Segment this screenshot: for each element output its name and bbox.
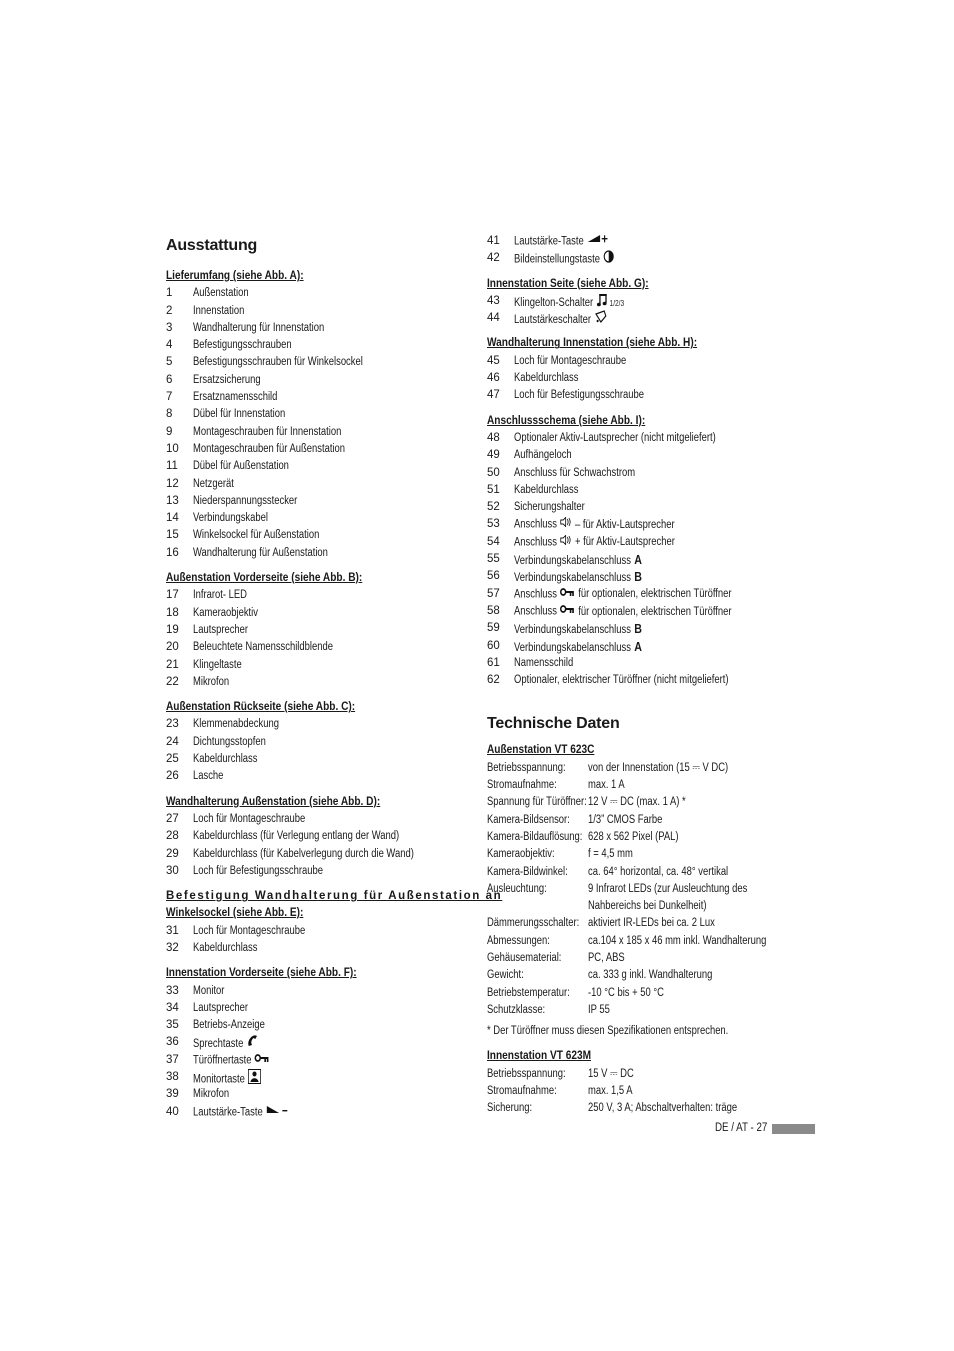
section-title-ausstattung: Ausstattung	[166, 237, 258, 254]
list-item	[487, 387, 822, 404]
heading-lieferumfang: Lieferumfang (siehe Abb. A):	[166, 270, 304, 282]
item-text: Monitor	[193, 984, 225, 997]
list-item	[166, 493, 468, 510]
item-text: Klemmenabdeckung	[193, 718, 279, 731]
item-number: 22	[166, 675, 179, 688]
item-text: Loch für Befestigungsschraube	[193, 864, 324, 877]
item-number: 49	[487, 449, 500, 462]
page-marker-bar	[772, 1124, 815, 1134]
item-text: Sprechtaste	[193, 1034, 260, 1054]
list-item	[166, 320, 468, 337]
list-aussen-vorderseite	[166, 587, 468, 691]
spec-value: 1/3” CMOS Farbe	[588, 813, 663, 826]
item-text: Kabeldurchlass	[514, 372, 579, 385]
item-text: Lautstärke-Taste	[193, 1104, 289, 1122]
list-item	[166, 510, 468, 527]
item-suffix: B	[634, 621, 642, 637]
list-item	[487, 465, 822, 482]
list-wandhalterung-aussen	[166, 811, 468, 880]
item-number: 62	[487, 674, 500, 687]
item-text: Infrarot- LED	[193, 589, 247, 602]
item-number: 46	[487, 372, 500, 385]
spec-value: 9 Infrarot LEDs (zur Ausleuchtung des Nahbereichs bei Dunkelheit)	[588, 882, 748, 913]
item-text: Namensschild	[514, 656, 574, 669]
spec-value: f = 4,5 mm	[588, 848, 633, 861]
list-item	[487, 353, 822, 370]
spec-value: PC, ABS	[588, 951, 625, 964]
list-item	[487, 551, 822, 568]
list-item	[487, 516, 822, 533]
spec-label: Dämmerungsschalter:	[487, 917, 580, 930]
item-number: 51	[487, 483, 500, 496]
list-anschlussschema	[487, 430, 822, 689]
item-text: Lautsprecher	[193, 623, 249, 636]
spec-row	[487, 1066, 822, 1083]
item-text: Montageschrauben für Außenstation	[193, 442, 346, 455]
list-item	[487, 620, 822, 637]
section-title-technische-daten: Technische Daten	[487, 715, 620, 733]
item-number: 3	[166, 321, 173, 334]
heading-anschlussschema: Anschlussschema (siehe Abb. I):	[487, 414, 646, 427]
item-number: 21	[166, 658, 179, 671]
list-innen-vorderseite	[166, 983, 468, 1121]
item-number: 43	[487, 294, 500, 307]
list-item	[166, 406, 468, 423]
item-number: 35	[166, 1019, 179, 1032]
symbol-icon	[255, 1052, 270, 1069]
item-number: 45	[487, 354, 500, 367]
spec-row	[487, 794, 822, 811]
symbol-icon	[603, 250, 614, 269]
list-item	[487, 370, 822, 387]
list-item	[166, 923, 468, 940]
item-number: 9	[166, 425, 173, 438]
spec-row	[487, 760, 822, 777]
item-text: Kabeldurchlass (für Verlegung entlang der Wand)	[193, 830, 400, 843]
item-text: Klingeltaste	[193, 658, 242, 671]
item-number: 20	[166, 641, 179, 654]
item-number: 54	[487, 535, 500, 548]
item-number: 27	[166, 812, 179, 825]
list-item	[166, 545, 468, 562]
heading-wandhalterung-aussen: Wandhalterung Außenstation (siehe Abb. D):	[166, 795, 381, 808]
item-number: 33	[166, 984, 179, 997]
spec-value: 250 V, 3 A; Abschaltverhalten: träge	[588, 1102, 738, 1115]
item-number: 8	[166, 408, 173, 421]
spec-label: Sicherung:	[487, 1102, 533, 1115]
list-item	[166, 674, 468, 691]
item-text: Verbindungskabelanschluss B	[514, 569, 642, 585]
spec-value: 628 x 562 Pixel (PAL)	[588, 830, 679, 843]
list-item	[166, 734, 468, 751]
item-suffix: – für Aktiv-Lautsprecher	[575, 519, 675, 532]
spec-row	[487, 933, 822, 950]
item-number: 15	[166, 529, 179, 542]
spec-value: 12 V ⎓ DC (max. 1 A) *	[588, 796, 686, 809]
item-text: Kabeldurchlass (für Kabelverlegung durch die Wand)	[193, 847, 414, 860]
item-number: 41	[487, 235, 500, 247]
list-item	[166, 424, 468, 441]
list-item	[487, 233, 822, 250]
item-text: Ersatznamensschild	[193, 391, 278, 404]
item-suffix: A	[634, 552, 642, 568]
item-number: 14	[166, 512, 179, 525]
item-text: Anschluss + für Aktiv-Lautsprecher	[514, 534, 675, 552]
spec-row	[487, 812, 822, 829]
list-item	[166, 811, 468, 828]
list-winkelsockel	[166, 923, 468, 958]
item-text: Beleuchtete Namensschildblende	[193, 641, 333, 654]
item-text: Befestigungsschrauben	[193, 339, 292, 352]
list-item	[166, 587, 468, 604]
spec-label: Kameraobjektiv:	[487, 848, 555, 861]
list-item	[166, 1017, 468, 1034]
specs-aussenstation	[487, 760, 822, 1019]
heading-aussen-rueckseite: Außenstation Rückseite (siehe Abb. C):	[166, 701, 356, 714]
list-item	[487, 603, 822, 620]
list-wandhalterung-innen	[487, 353, 822, 405]
spec-label: Kamera-Bildsensor:	[487, 813, 570, 826]
item-text: Bildeinstellungstaste	[514, 250, 614, 269]
item-number: 28	[166, 830, 179, 843]
list-item	[166, 605, 468, 622]
item-number: 42	[487, 252, 500, 265]
spec-value: max. 1,5 A	[588, 1085, 633, 1098]
list-item	[166, 1034, 468, 1051]
spec-row	[487, 846, 822, 863]
spec-row	[487, 881, 822, 916]
spec-value: von der Innenstation (15 ⎓ V DC)	[588, 761, 729, 774]
item-text: Türöffnertaste	[193, 1052, 270, 1070]
item-number: 23	[166, 718, 179, 731]
list-item	[166, 1069, 468, 1086]
list-item	[166, 303, 468, 320]
heading-winkelsockel-line1: Befestigung Wandhalterung für Außenstation an	[166, 890, 503, 903]
item-text: Mikrofon	[193, 675, 230, 688]
spec-label: Gehäusematerial:	[487, 951, 562, 964]
list-item	[487, 293, 822, 310]
specs-innenstation	[487, 1066, 822, 1118]
list-item	[487, 568, 822, 585]
heading-winkelsockel-line2: Winkelsockel (siehe Abb. E):	[166, 907, 304, 920]
item-text: Loch für Montageschraube	[514, 354, 627, 367]
item-text: Innenstation	[193, 304, 245, 317]
heading-innenstation-specs: Innenstation VT 623M	[487, 1050, 592, 1063]
item-text: Kabeldurchlass	[193, 753, 258, 766]
item-number: 30	[166, 864, 179, 877]
item-number: 12	[166, 477, 179, 490]
spec-value: ca. 333 g inkl. Wandhalterung	[588, 969, 713, 982]
item-number: 60	[487, 639, 500, 652]
item-text: Außenstation	[193, 287, 249, 300]
list-item	[166, 372, 468, 389]
spec-label: Kamera-Bildauflösung:	[487, 830, 583, 843]
item-suffix: für optionalen, elektrischen Türöffner	[578, 588, 732, 601]
item-number: 61	[487, 656, 500, 669]
spec-row	[487, 1002, 822, 1019]
list-item	[166, 639, 468, 656]
item-number: 52	[487, 501, 500, 514]
item-number: 6	[166, 373, 173, 386]
list-item	[166, 458, 468, 475]
spec-label: Schutzklasse:	[487, 1003, 546, 1016]
list-item	[166, 768, 468, 785]
spec-value: IP 55	[588, 1003, 610, 1016]
list-item	[166, 285, 468, 302]
list-item	[487, 430, 822, 447]
item-text: Niederspannungsstecker	[193, 494, 298, 507]
item-text: Verbindungskabelanschluss A	[514, 638, 642, 654]
item-number: 55	[487, 553, 500, 566]
item-suffix: B	[634, 569, 642, 585]
item-text: Lautsprecher	[193, 1001, 249, 1014]
item-text: Winkelsockel für Außenstation	[193, 529, 320, 542]
item-number: 18	[166, 606, 179, 619]
list-lieferumfang	[166, 285, 468, 562]
item-number: 53	[487, 518, 500, 531]
list-item	[166, 751, 468, 768]
item-text: Sicherungshalter	[514, 501, 585, 514]
spec-label: Kamera-Bildwinkel:	[487, 865, 568, 878]
symbol-icon	[266, 1104, 289, 1121]
item-text: Wandhalterung für Außenstation	[193, 546, 328, 559]
item-text: Monitortaste	[193, 1069, 261, 1090]
list-item	[166, 657, 468, 674]
list-innen-vorderseite-cont	[487, 233, 822, 268]
item-text: Anschluss für Schwachstrom	[514, 466, 636, 479]
spec-value: aktiviert IR-LEDs bei ca. 2 Lux	[588, 917, 715, 930]
item-text: Kameraobjektiv	[193, 606, 258, 619]
spec-row	[487, 1083, 822, 1100]
spec-label: Betriebsspannung:	[487, 1067, 566, 1080]
spec-label: Stromaufnahme:	[487, 1085, 557, 1098]
spec-value: 15 V ⎓ DC	[588, 1067, 634, 1080]
list-item	[166, 389, 468, 406]
item-number: 38	[166, 1071, 179, 1084]
spec-label: Spannung für Türöffner:	[487, 796, 587, 809]
item-text: Dübel für Innenstation	[193, 408, 286, 421]
item-number: 56	[487, 570, 500, 583]
item-number: 24	[166, 735, 179, 748]
item-text: Loch für Montageschraube	[193, 812, 306, 825]
list-item	[487, 534, 822, 551]
item-text: Dübel für Außenstation	[193, 460, 289, 473]
item-number: 59	[487, 622, 500, 635]
item-text: Verbindungskabelanschluss B	[514, 621, 642, 637]
item-text: Dichtungsstopfen	[193, 735, 266, 748]
item-number: 57	[487, 587, 500, 600]
item-text: Ersatzsicherung	[193, 373, 261, 386]
list-item	[487, 447, 822, 464]
list-item	[166, 1086, 468, 1103]
item-number: 2	[166, 304, 173, 317]
item-text: Optionaler, elektrischer Türöffner (nicht mitgeliefert)	[514, 674, 729, 687]
item-number: 47	[487, 389, 500, 402]
item-text: Befestigungsschrauben für Winkelsockel	[193, 356, 363, 369]
speaker-icon	[560, 534, 571, 551]
list-item	[166, 337, 468, 354]
item-number: 40	[166, 1105, 179, 1118]
item-text: Wandhalterung für Innenstation	[193, 321, 325, 334]
spec-label: Gewicht:	[487, 969, 524, 982]
spec-row	[487, 864, 822, 881]
spec-row	[487, 967, 822, 984]
spec-row	[487, 777, 822, 794]
spec-value: -10 °C bis + 50 °C	[588, 986, 664, 999]
item-number: 5	[166, 356, 173, 369]
item-number: 4	[166, 339, 173, 352]
list-item	[166, 354, 468, 371]
list-item	[487, 672, 822, 689]
list-item	[166, 622, 468, 639]
item-text: Montageschrauben für Innenstation	[193, 425, 342, 438]
speaker-icon	[560, 516, 571, 533]
item-text: Lautstärkeschalter	[514, 310, 607, 330]
ring-tone-label: 1/2/3	[609, 299, 625, 309]
item-text: Klingelton-Schalter 1/2/3	[514, 293, 624, 313]
spec-row	[487, 915, 822, 932]
key-icon	[560, 603, 575, 620]
item-suffix: für optionalen, elektrischen Türöffner	[578, 605, 732, 618]
item-number: 48	[487, 431, 500, 444]
heading-aussen-vorderseite: Außenstation Vorderseite (siehe Abb. B):	[166, 572, 363, 585]
list-item	[487, 586, 822, 603]
item-number: 44	[487, 312, 500, 325]
key-icon	[560, 586, 575, 603]
item-text: Loch für Montageschraube	[193, 924, 306, 937]
item-number: 13	[166, 494, 179, 507]
spec-value: ca.104 x 185 x 46 mm inkl. Wandhalterung	[588, 934, 767, 947]
spec-value: max. 1 A	[588, 779, 625, 792]
list-item	[166, 846, 468, 863]
list-item	[166, 940, 468, 957]
list-item	[166, 441, 468, 458]
list-item	[166, 983, 468, 1000]
item-number: 7	[166, 391, 173, 404]
item-text: Kabeldurchlass	[193, 941, 258, 954]
item-text: Kabeldurchlass	[514, 483, 579, 496]
item-number: 10	[166, 442, 179, 455]
item-text: Optionaler Aktiv-Lautsprecher (nicht mitgeliefert)	[514, 431, 716, 444]
spec-label: Betriebsspannung:	[487, 761, 566, 774]
item-number: 17	[166, 589, 179, 602]
spec-row	[487, 985, 822, 1002]
item-number: 29	[166, 847, 179, 860]
list-item	[166, 1000, 468, 1017]
list-item	[487, 655, 822, 672]
list-item	[487, 250, 822, 267]
item-text: Lautstärke-Taste	[514, 233, 608, 251]
item-text: Anschluss für optionalen, elektrischen Türöffner	[514, 603, 732, 621]
item-text: Verbindungskabel	[193, 512, 268, 525]
item-number: 1	[166, 287, 173, 300]
item-text: Lasche	[193, 770, 224, 783]
heading-innen-vorderseite: Innenstation Vorderseite (siehe Abb. F):	[166, 967, 357, 980]
item-text: Verbindungskabelanschluss A	[514, 552, 642, 568]
spec-row	[487, 829, 822, 846]
list-item	[487, 499, 822, 516]
item-text: Anschluss für optionalen, elektrischen Türöffner	[514, 586, 732, 604]
item-number: 32	[166, 941, 179, 954]
item-number: 34	[166, 1001, 179, 1014]
list-item	[166, 1104, 468, 1121]
item-number: 11	[166, 460, 178, 473]
item-number: 31	[166, 924, 179, 937]
list-item	[166, 863, 468, 880]
item-text: Mikrofon	[193, 1088, 230, 1101]
list-item	[166, 716, 468, 733]
list-item	[166, 1052, 468, 1069]
page-number: DE / AT - 27	[715, 1122, 768, 1134]
item-number: 26	[166, 770, 179, 783]
spec-row	[487, 950, 822, 967]
item-number: 25	[166, 753, 179, 766]
list-item	[487, 310, 822, 327]
list-aussen-rueckseite	[166, 716, 468, 785]
list-item	[487, 638, 822, 655]
footnote: * Der Türöffner muss diesen Spezifikationen entsprechen.	[487, 1025, 729, 1038]
item-text: Netzgerät	[193, 477, 234, 490]
heading-wandhalterung-innen: Wandhalterung Innenstation (siehe Abb. H):	[487, 337, 698, 350]
list-item	[166, 527, 468, 544]
spec-label: Abmessungen:	[487, 934, 550, 947]
list-item	[166, 476, 468, 493]
symbol-icon	[594, 310, 607, 330]
spec-row	[487, 1100, 822, 1117]
heading-aussenstation-specs: Außenstation VT 623C	[487, 744, 595, 757]
spec-label: Stromaufnahme:	[487, 779, 557, 792]
item-number: 50	[487, 466, 500, 479]
item-number: 16	[166, 546, 179, 559]
item-number: 19	[166, 623, 179, 636]
item-number: 36	[166, 1036, 179, 1049]
right-column	[487, 233, 822, 1118]
list-item	[487, 482, 822, 499]
spec-label: Ausleuchtung:	[487, 882, 547, 895]
item-suffix: + für Aktiv-Lautsprecher	[575, 536, 675, 549]
list-item	[166, 828, 468, 845]
spec-value: ca. 64° horizontal, ca. 48° vertikal	[588, 865, 729, 878]
item-text: Loch für Befestigungsschraube	[514, 389, 645, 402]
item-text: Anschluss – für Aktiv-Lautsprecher	[514, 516, 675, 534]
heading-innen-seite: Innenstation Seite (siehe Abb. G):	[487, 277, 649, 290]
item-text: Aufhängeloch	[514, 449, 572, 462]
symbol-icon	[587, 233, 608, 250]
item-number: 58	[487, 604, 500, 617]
list-innen-seite	[487, 293, 822, 328]
spec-label: Betriebstemperatur:	[487, 986, 570, 999]
item-number: 39	[166, 1088, 179, 1101]
item-text: Betriebs-Anzeige	[193, 1019, 265, 1032]
item-suffix: A	[634, 638, 642, 654]
item-number: 37	[166, 1053, 179, 1066]
